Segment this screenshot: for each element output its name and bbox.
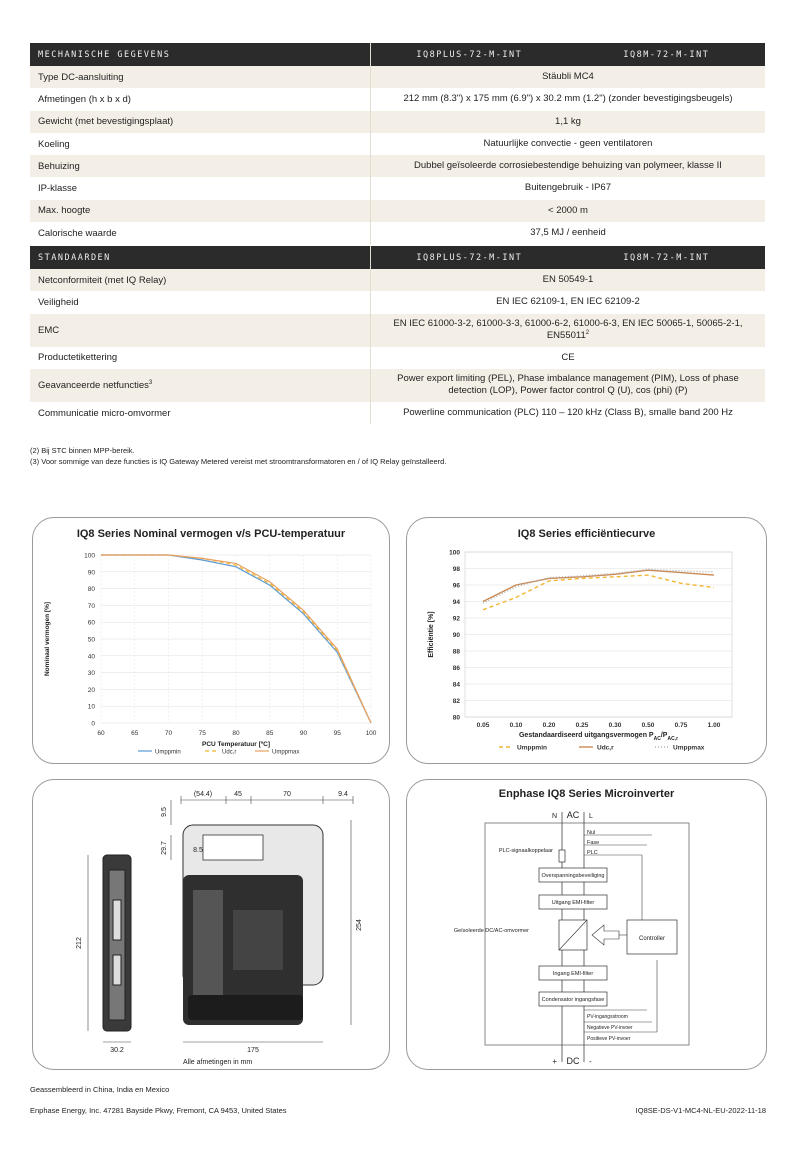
y-tick-label: 40 bbox=[87, 653, 95, 661]
dim-label: 175 bbox=[247, 1047, 259, 1054]
footnote-ref: 2 bbox=[585, 330, 590, 337]
table-row bbox=[30, 155, 765, 177]
row-value: CE bbox=[370, 347, 765, 369]
row-label: Calorische waarde bbox=[30, 222, 370, 244]
row-value: 1,1 kg bbox=[370, 111, 765, 133]
row-label: Netconformiteit (met IQ Relay) bbox=[30, 269, 370, 291]
legend-label: Udc,r bbox=[597, 744, 614, 752]
standards-table bbox=[30, 246, 765, 424]
row-value: < 2000 m bbox=[370, 200, 765, 222]
signal-label: Negatieve PV-invoer bbox=[587, 1025, 633, 1031]
converter-label: Geïsoleerde DC/AC-omvormer bbox=[453, 928, 529, 934]
minus-label: - bbox=[589, 1057, 592, 1066]
input-capacitor-box: Condensator ingangsfase bbox=[541, 997, 605, 1003]
x-tick-label: 0.25 bbox=[575, 722, 589, 729]
neutral-label: N bbox=[551, 813, 557, 820]
table-row bbox=[30, 314, 765, 347]
y-tick-label: 94 bbox=[452, 599, 460, 606]
y-tick-label: 84 bbox=[452, 681, 460, 689]
block-diagram-title: Enphase IQ8 Series Microinverter bbox=[498, 788, 675, 800]
x-tick-label: 1.00 bbox=[707, 722, 721, 729]
y-tick-label: 92 bbox=[452, 615, 460, 623]
y-tick-label: 90 bbox=[87, 569, 95, 577]
row-label: Afmetingen (h x b x d) bbox=[30, 88, 370, 110]
footnote-ref: 3 bbox=[148, 379, 153, 386]
x-tick-label: 0.50 bbox=[641, 722, 655, 729]
dim-label: 45 bbox=[234, 791, 242, 798]
phase-wire-label: Fase bbox=[587, 840, 600, 846]
dimension-drawing bbox=[33, 780, 391, 1071]
x-tick-label: 80 bbox=[232, 730, 240, 737]
legend-label: Umppmax bbox=[272, 749, 300, 756]
block-diagram bbox=[407, 780, 768, 1071]
y-tick-label: 80 bbox=[87, 586, 95, 594]
y-tick-label: 100 bbox=[84, 552, 95, 560]
front-view bbox=[183, 825, 323, 1025]
legend-label: Umppmin bbox=[517, 744, 547, 752]
x-axis-label: PCU Temperatuur [ºC] bbox=[202, 741, 270, 748]
plc-wire-label: PLC bbox=[587, 850, 598, 856]
x-axis-label: Gestandaardiseerd uitgangsvermogen $P_{AC}/P_{AC,r}$ bbox=[518, 732, 679, 742]
footnotes bbox=[30, 445, 446, 467]
x-tick-label: 100 bbox=[365, 730, 377, 737]
row-label: EMC bbox=[30, 314, 370, 347]
plus-label: + bbox=[552, 1057, 557, 1066]
chart-title: IQ8 Series efficiëntiecurve bbox=[517, 528, 656, 540]
mech-header-title: MECHANISCHE GEGEVENS bbox=[30, 43, 370, 66]
table-row bbox=[30, 402, 765, 424]
table-row bbox=[30, 369, 765, 402]
y-tick-label: 20 bbox=[87, 686, 95, 694]
y-tick-label: 86 bbox=[452, 665, 460, 672]
y-tick-label: 98 bbox=[452, 566, 460, 573]
std-header-title: STANDAARDEN bbox=[30, 246, 370, 269]
plc-coupler-label: PLC-signaalkoppelaar bbox=[498, 848, 553, 854]
neutral-wire-label: Nul bbox=[587, 830, 596, 836]
ac-label: AC bbox=[566, 810, 580, 820]
dim-label: 9.5 bbox=[161, 807, 168, 817]
x-tick-label: 0.30 bbox=[608, 722, 622, 729]
row-value: Powerline communication (PLC) 110 – 120 kHz (Class B), smalle band 200 Hz bbox=[370, 402, 765, 424]
row-value: EN 50549-1 bbox=[370, 269, 765, 291]
row-value: EN IEC 62109-1, EN IEC 62109-2 bbox=[370, 291, 765, 313]
dimension-drawing-panel bbox=[32, 779, 390, 1070]
y-tick-label: 50 bbox=[87, 636, 95, 644]
table-row bbox=[30, 88, 765, 110]
table-row bbox=[30, 111, 765, 133]
x-tick-label: 0.75 bbox=[674, 722, 688, 729]
row-label: Max. hoogte bbox=[30, 200, 370, 222]
dim-note: Alle afmetingen in mm bbox=[183, 1059, 253, 1066]
dc-label: DC bbox=[566, 1056, 580, 1066]
row-value: Dubbel geïsoleerde corrosiebestendige behuizing van polymeer, klasse II bbox=[370, 155, 765, 177]
std-header-model-1: IQ8PLUS-72-M-INT bbox=[370, 246, 567, 269]
row-value bbox=[370, 314, 765, 347]
input-emi-filter-box: Ingang EMI-filter bbox=[552, 971, 594, 977]
surge-protection-box: Overspanningsbeveiliging bbox=[541, 873, 605, 879]
dim-label: 70 bbox=[283, 791, 291, 798]
y-tick-label: 70 bbox=[87, 602, 95, 610]
footnote-3: (3) Voor sommige van deze functies is IQ Gateway Metered vereist met stroomtransformatoren en / of IQ Relay geïnstalleerd. bbox=[30, 457, 447, 466]
line-label: L bbox=[589, 813, 593, 820]
power-derating-chart bbox=[33, 518, 391, 765]
x-tick-label: 75 bbox=[198, 730, 206, 737]
table-row bbox=[30, 291, 765, 313]
signal-label: Positieve PV-invoer bbox=[587, 1036, 631, 1042]
row-value: 212 mm (8.3") x 175 mm (6.9") x 30.2 mm (1.2") (zonder bevestigingsbeugels) bbox=[370, 88, 765, 110]
y-tick-label: 88 bbox=[452, 648, 460, 656]
dim-label: (54.4) bbox=[193, 791, 213, 798]
x-tick-label: 0.20 bbox=[542, 722, 556, 729]
dim-label: 8.5 bbox=[193, 847, 203, 854]
dim-label: 29.7 bbox=[161, 841, 168, 855]
series-line-Umppmin bbox=[483, 575, 714, 610]
x-tick-label: 90 bbox=[299, 730, 308, 737]
company-address: Enphase Energy, Inc. 47281 Bayside Pkwy, Fremont, CA 9453, United States bbox=[30, 1106, 287, 1115]
row-label: Veiligheid bbox=[30, 291, 370, 313]
mechanical-specs-table bbox=[30, 43, 765, 244]
x-tick-label: 85 bbox=[266, 730, 274, 737]
x-tick-label: 0.05 bbox=[476, 722, 490, 729]
power-derating-chart-panel bbox=[32, 517, 390, 764]
table-row bbox=[30, 177, 765, 199]
footnote-2: (2) Bij STC binnen MPP-bereik. bbox=[30, 446, 135, 455]
y-tick-label: 60 bbox=[87, 619, 95, 627]
row-label: Gewicht (met bevestigingsplaat) bbox=[30, 111, 370, 133]
y-tick-label: 100 bbox=[449, 549, 460, 557]
table-row bbox=[30, 200, 765, 222]
row-label bbox=[30, 369, 370, 402]
mech-header-model-1: IQ8PLUS-72-M-INT bbox=[370, 43, 567, 66]
row-value: Power export limiting (PEL), Phase imbalance management (PIM), Loss of phase detection (LOP), Power factor control Q (U), cos (phi) (P) bbox=[370, 369, 765, 402]
chart-title: IQ8 Series Nominal vermogen v/s PCU-temperatuur bbox=[76, 528, 346, 540]
dim-label: 254 bbox=[356, 919, 363, 931]
dim-label: 30.2 bbox=[110, 1047, 124, 1054]
document-id: IQ8SE-DS-V1-MC4-NL-EU-2022-11-18 bbox=[635, 1106, 766, 1115]
y-tick-label: 80 bbox=[452, 714, 460, 722]
row-label: Koeling bbox=[30, 133, 370, 155]
efficiency-chart-panel bbox=[406, 517, 767, 764]
table-row bbox=[30, 133, 765, 155]
table-header bbox=[30, 43, 765, 66]
controller-box: Controller bbox=[638, 936, 666, 942]
x-tick-label: 65 bbox=[131, 730, 139, 737]
signal-label: PV-ingangsstroom bbox=[587, 1014, 628, 1020]
row-label: Communicatie micro-omvormer bbox=[30, 402, 370, 424]
table-row bbox=[30, 269, 765, 291]
y-tick-label: 10 bbox=[87, 703, 95, 711]
x-tick-label: 70 bbox=[164, 730, 173, 737]
row-label: Type DC-aansluiting bbox=[30, 66, 370, 88]
output-emi-filter-box: Uitgang EMI-filter bbox=[551, 900, 595, 906]
std-header-model-2: IQ8M-72-M-INT bbox=[568, 246, 765, 269]
grid-functions-label: Geavanceerde netfuncties bbox=[38, 379, 149, 391]
legend-label: Udc,r bbox=[222, 749, 237, 756]
x-tick-label: 60 bbox=[97, 730, 105, 737]
dim-label: 212 bbox=[76, 937, 83, 949]
row-value: Natuurlijke convectie - geen ventilatoren bbox=[370, 133, 765, 155]
emc-value-text: EN IEC 61000-3-2, 61000-3-3, 61000-6-2, 61000-6-3, EN IEC 50065-1, 50065-2-1, EN55011 bbox=[393, 317, 743, 342]
block-diagram-panel bbox=[406, 779, 767, 1070]
y-tick-label: 0 bbox=[91, 720, 95, 728]
row-label: Productetikettering bbox=[30, 347, 370, 369]
series-line-Umppmax bbox=[483, 569, 714, 603]
dim-label: 9.4 bbox=[338, 791, 348, 798]
table-row bbox=[30, 347, 765, 369]
table-row bbox=[30, 66, 765, 88]
table-row bbox=[30, 222, 765, 244]
side-view bbox=[103, 855, 131, 1031]
y-tick-label: 96 bbox=[452, 582, 460, 590]
assembled-note: Geassembleerd in China, India en Mexico bbox=[30, 1085, 170, 1094]
mech-header-model-2: IQ8M-72-M-INT bbox=[568, 43, 765, 66]
efficiency-chart bbox=[407, 518, 768, 765]
row-label: IP-klasse bbox=[30, 177, 370, 199]
row-value: Stäubli MC4 bbox=[370, 66, 765, 88]
y-tick-label: 82 bbox=[452, 698, 460, 705]
y-axis-label: Nominaal vermogen [%] bbox=[44, 601, 51, 677]
legend-label: Umppmax bbox=[673, 744, 705, 752]
y-tick-label: 30 bbox=[87, 670, 95, 678]
row-value: Buitengebruik - IP67 bbox=[370, 177, 765, 199]
row-value: 37,5 MJ / eenheid bbox=[370, 222, 765, 244]
y-axis-label: Efficiëntie [%] bbox=[428, 611, 435, 658]
x-tick-label: 95 bbox=[333, 730, 341, 737]
y-tick-label: 90 bbox=[452, 632, 460, 639]
x-tick-label: 0.10 bbox=[509, 722, 523, 729]
row-label: Behuizing bbox=[30, 155, 370, 177]
legend-label: Umppmin bbox=[155, 749, 181, 756]
table-header bbox=[30, 246, 765, 269]
